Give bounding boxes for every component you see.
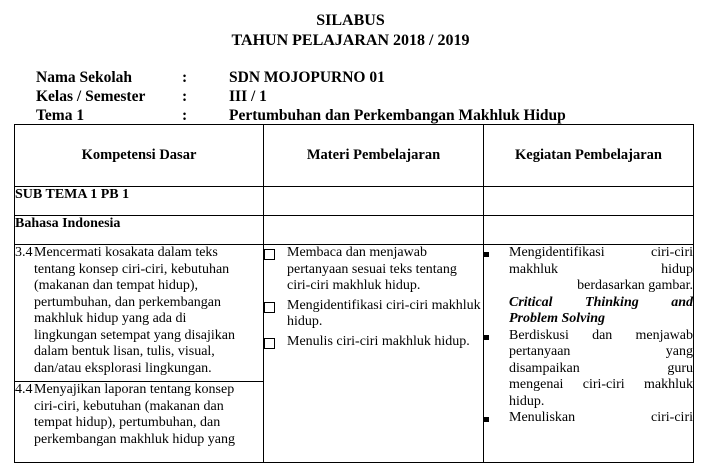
kegiatan-item [484, 328, 693, 411]
kd-text-line: tentang konsep ciri-ciri, kebutuhan [34, 261, 230, 277]
kd-text-line: dalam bentuk lisan, tulis, visual, [34, 344, 215, 359]
document-title: SILABUS [316, 12, 385, 29]
kd-text-line: makhluk hidup yang ada di [34, 311, 187, 326]
kd-text-line: lingkungan setempat yang disajikan [34, 327, 236, 343]
kd-number: 3.4 [15, 245, 33, 260]
document-subtitle: TAHUN PELAJARAN 2018 / 2019 [231, 32, 470, 49]
materi-text: Menulis ciri-ciri makhluk hidup. [287, 333, 470, 349]
meta-label: Tema 1 [36, 107, 85, 124]
kegiatan-text-line: Menuliskan ciri-ciri [509, 410, 693, 425]
meta-value: III / 1 [229, 88, 267, 105]
kd-text-line: Mencermati kosakata dalam teks [34, 245, 218, 260]
empty-cell [264, 187, 484, 216]
meta-colon: : [182, 107, 188, 124]
kd-cell-4-4 [15, 382, 264, 463]
kegiatan-item [484, 245, 693, 328]
empty-cell [484, 187, 694, 216]
header-kompetensi-dasar: Kompetensi Dasar [15, 125, 264, 187]
kd-cell-3-4 [15, 245, 264, 382]
kegiatan-text-line: hidup. [509, 393, 545, 409]
meta-label: Kelas / Semester [36, 88, 146, 105]
materi-item [264, 298, 483, 331]
header-kegiatan: Kegiatan Pembelajaran [484, 125, 694, 187]
kegiatan-emphasis: Problem Solving [509, 311, 606, 326]
kegiatan-cell [484, 245, 694, 463]
checkbox-icon [264, 302, 275, 313]
meta-colon: : [182, 69, 188, 86]
materi-text: Membaca dan menjawab pertanyaan sesuai teks tentang ciri-ciri makhluk hidup. [287, 245, 457, 293]
kegiatan-text-line: pertanyaan yang [509, 344, 693, 359]
kegiatan-item [484, 410, 693, 427]
kd-text-line: ciri-ciri, kebutuhan (makanan dan [34, 398, 224, 414]
checkbox-icon [264, 249, 275, 260]
meta-value: SDN MOJOPURNO 01 [229, 69, 385, 86]
bullet-icon [484, 417, 489, 422]
bullet-icon [484, 252, 489, 257]
kd-text-line: tempat hidup), pertumbuhan, dan [34, 415, 221, 430]
kd-text-line: (makanan dan tempat hidup), [34, 278, 199, 293]
header-materi: Materi Pembelajaran [264, 125, 484, 187]
meta-label: Nama Sekolah [36, 69, 133, 86]
subtema-label: SUB TEMA 1 PB 1 [15, 187, 264, 216]
kegiatan-text-line: mengenai ciri-ciri makhluk [509, 377, 693, 392]
kegiatan-text-line: makhluk hidup [509, 261, 693, 277]
kegiatan-text-line: Berdiskusi dan menjawab [509, 327, 693, 343]
kd-text-line: perkembangan makhluk hidup yang [34, 431, 236, 447]
kegiatan-text-line: berdasarkan gambar. [577, 278, 693, 293]
empty-cell [264, 216, 484, 245]
checkbox-icon [264, 338, 275, 349]
materi-text: Mengidentifikasi ciri-ciri makhluk hidup. [287, 297, 481, 329]
kd-text-line: dan/atau eksplorasi lingkungan. [34, 360, 212, 376]
kd-text-line: pertumbuhan, dan perkembangan [34, 294, 221, 310]
empty-cell [484, 216, 694, 245]
materi-cell [264, 245, 484, 463]
meta-colon: : [182, 88, 188, 105]
kegiatan-text-line: disampaikan guru [509, 360, 693, 376]
bullet-icon [484, 335, 489, 340]
syllabus-table [14, 124, 694, 463]
kegiatan-emphasis: Critical Thinking and [509, 294, 693, 310]
kd-text-line: Menyajikan laporan tentang konsep [34, 382, 235, 397]
meta-value: Pertumbuhan dan Perkembangan Makhluk Hidup [229, 107, 566, 124]
kegiatan-text-line: Mengidentifikasi ciri-ciri [509, 245, 693, 260]
materi-item [264, 245, 483, 295]
kd-number: 4.4 [15, 382, 33, 397]
subject-label: Bahasa Indonesia [15, 216, 264, 245]
materi-item [264, 334, 483, 351]
